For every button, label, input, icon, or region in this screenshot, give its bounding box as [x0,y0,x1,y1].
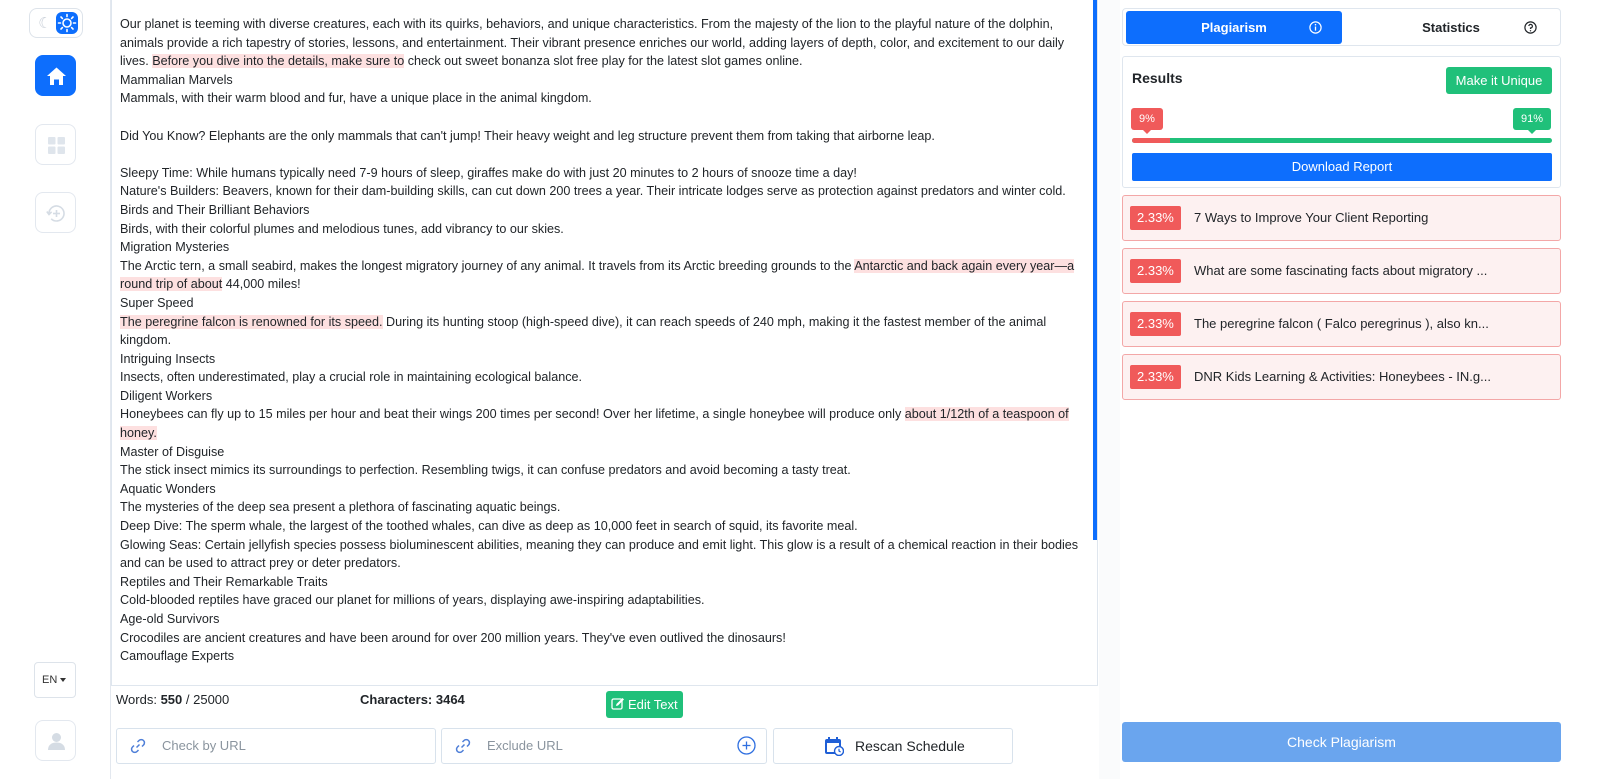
text-segment: Migration Mysteries [120,240,230,255]
sun-icon[interactable] [56,12,78,34]
source-percent-badge: 2.33% [1130,206,1181,230]
editor-paragraph [120,238,1085,257]
matched-text-highlight[interactable]: Antarctic and back again every year—a round trip of about [120,258,1075,292]
text-segment: Mammalian Marvels [120,72,233,87]
editor-paragraph [120,498,1085,517]
matched-text-highlight[interactable]: about 1/12th of a teaspoon of honey. [120,407,1069,441]
check-url-placeholder: Check by URL [162,738,246,753]
download-report-button[interactable]: Download Report [1132,153,1552,181]
empty-line [120,108,1085,127]
home-button[interactable] [35,55,76,96]
user-icon [36,721,77,762]
editor-paragraph [120,350,1085,369]
text-segment: Super Speed [120,295,194,310]
text-segment: Camouflage Experts [120,649,235,664]
source-item[interactable] [1122,195,1561,241]
text-segment: The stick insect mimics its surroundings to perfection. Resembling twigs, it can confuse predators and avoid becoming a tasty treat. [120,463,851,478]
editor-paragraph [120,164,1085,183]
source-item[interactable] [1122,354,1561,400]
exclude-url-placeholder: Exclude URL [487,738,563,753]
editor-paragraph [120,15,1085,71]
text-segment: Our planet is teeming with diverse creatures, each with its quirks, behaviors, and unique characteristics. From the majesty of the lion to the playful nature of the dolphin, animals provide a rich tapestry of stories, lessons, and entertainment. Their vibrant presence enriches our world, adding layers of depth, color, and excitement to our daily lives. [120,17,1065,69]
unique-percent-badge: 91% [1513,108,1551,130]
editor-paragraph [120,313,1085,350]
theme-toggle[interactable] [29,8,83,38]
home-icon [36,56,77,97]
plus-circle-icon[interactable] [736,735,757,756]
panel-divider [1099,0,1120,779]
text-segment: Insects, often underestimated, play a crucial role in maintaining ecological balance. [120,370,583,385]
link-icon [129,737,147,755]
check-url-field[interactable] [116,728,436,764]
dashboard-button[interactable] [35,124,76,165]
source-percent-badge: 2.33% [1130,312,1181,336]
make-unique-button[interactable]: Make it Unique [1446,67,1552,94]
empty-line [120,145,1085,164]
editor-paragraph [120,480,1085,499]
plagiarism-percent-badge: 9% [1131,108,1163,130]
result-tabs [1122,8,1561,46]
tab-statistics[interactable] [1345,11,1557,44]
text-segment: Age-old Survivors [120,612,220,626]
plagiarism-progress-bar [1132,138,1552,143]
calendar-icon [824,736,844,756]
source-item[interactable] [1122,301,1561,347]
words-count: 550 [160,692,183,707]
text-segment: Master of Disguise [120,444,225,459]
source-item[interactable] [1122,248,1561,294]
check-plagiarism-button[interactable]: Check Plagiarism [1122,722,1561,762]
editor-paragraph [120,629,1085,648]
caret-down-icon [60,678,66,682]
text-segment: Honeybees can fly up to 15 miles per hour and beat their wings 200 times per second! Over her lifetime, a single honeybee will produce only [120,407,905,422]
text-segment: Birds, with their colorful plumes and melodious tunes, add vibrancy to our skies. [120,221,564,236]
text-segment: Crocodiles are ancient creatures and have been around for over 200 million years. They've even outlived the dinosaurs! [120,630,786,645]
editor-paragraph [120,220,1085,239]
tab-statistics-label: Statistics [1422,20,1480,35]
text-segment: During its hunting stoop (high-speed dive), it can reach speeds of 240 mph, making it the fastest member of the animal kingdom. [120,314,1047,348]
matched-text-highlight[interactable]: Before you dive into the details, make sure to [152,54,405,69]
editor-paragraph [120,182,1085,201]
editor-paragraph [120,591,1085,610]
text-segment: Glowing Seas: Certain jellyfish species possess bioluminescent abilities, meaning they can produce and emit light. This glow is a result of a chemical reaction in their bodies and can be used to attract prey or deter predators. [120,537,1079,571]
text-segment: Reptiles and Their Remarkable Traits [120,574,328,589]
results-title: Results [1132,70,1183,86]
editor-scrollbar[interactable] [1093,0,1097,540]
help-icon[interactable] [1524,21,1537,34]
source-title: DNR Kids Learning & Activities: Honeybees - IN.g... [1194,369,1491,384]
text-segment: check out sweet bonanza slot free play for the latest slot games online. [404,54,803,69]
matched-text-highlight[interactable]: The peregrine falcon is renowned for its speed. [120,314,383,329]
text-segment: Sleepy Time: While humans typically need 7-9 hours of sleep, giraffes make do with just 20 minutes to 2 hours of snooze time a day! [120,165,857,180]
source-percent-badge: 2.33% [1130,259,1181,283]
text-editor[interactable] [111,0,1098,686]
character-count: Characters: 3464 [360,692,465,707]
text-segment: Diligent Workers [120,388,213,403]
source-title: The peregrine falcon ( Falco peregrinus ), also kn... [1194,316,1489,331]
text-segment: Nature's Builders: Beavers, known for their dam-building skills, can cut down 200 trees a year. Their intricate lodges serve as protection against predators and winter cold. [120,184,1066,199]
editor-paragraph [120,517,1085,536]
language-value: EN [42,674,58,686]
editor-paragraph [120,405,1085,442]
editor-paragraph [120,127,1085,146]
edit-text-label: Edit Text [628,697,678,712]
info-icon[interactable] [1309,21,1322,34]
editor-paragraph [120,387,1085,406]
tab-plagiarism[interactable] [1126,11,1342,44]
profile-button[interactable] [35,720,76,761]
grid-icon [36,125,77,166]
text-segment: 44,000 miles! [222,277,301,292]
text-segment: The Arctic tern, a small seabird, makes the longest migratory journey of any animal. It travels from its Arctic breeding grounds to the [120,258,855,273]
pencil-icon [611,697,625,711]
source-percent-badge: 2.33% [1130,365,1181,389]
editor-paragraph [120,610,1085,629]
editor-content[interactable] [120,15,1085,666]
language-select[interactable] [34,662,76,698]
exclude-url-field[interactable] [441,728,767,764]
results-card [1122,56,1561,188]
moon-icon[interactable]: ☾ [38,15,52,32]
rescan-schedule-button[interactable] [773,728,1013,764]
words-label: Words: [116,692,157,707]
left-rail [0,0,111,779]
editor-paragraph [120,461,1085,480]
editor-paragraph [120,201,1085,220]
editor-paragraph [120,647,1085,666]
editor-paragraph [120,536,1085,573]
source-title: 7 Ways to Improve Your Client Reporting [1194,210,1429,225]
text-segment: Cold-blooded reptiles have graced our planet for millions of years, displaying awe-inspiring adaptabilities. [120,593,705,608]
text-segment: The mysteries of the deep sea present a plethora of fascinating aquatic beings. [120,500,561,515]
editor-paragraph [120,257,1085,294]
editor-paragraph [120,89,1085,108]
editor-paragraph [120,573,1085,592]
history-icon [36,193,77,234]
editor-paragraph [120,443,1085,462]
source-list [1122,195,1561,407]
editor-paragraph [120,71,1085,90]
text-segment: Intriguing Insects [120,351,216,366]
text-segment: Mammals, with their warm blood and fur, have a unique place in the animal kingdom. [120,91,592,106]
text-segment: Birds and Their Brilliant Behaviors [120,202,310,217]
word-count [116,692,229,707]
plagiarism-progress-fill [1132,138,1170,143]
edit-text-button[interactable] [606,691,683,718]
editor-paragraph [120,368,1085,387]
editor-paragraph [120,294,1085,313]
tab-plagiarism-label: Plagiarism [1201,20,1267,35]
text-segment: Deep Dive: The sperm whale, the largest of the toothed whales, can dive as deep as 10,000 feet in search of squid, its favorite meal. [120,519,858,534]
words-limit: / 25000 [185,692,230,707]
text-segment: Aquatic Wonders [120,481,216,496]
source-title: What are some fascinating facts about migratory ... [1194,263,1488,278]
text-segment: Did You Know? Elephants are the only mammals that can't jump! Their heavy weight and leg structure prevent them from taking that airborne leap. [120,128,935,143]
history-button[interactable] [35,192,76,233]
link-icon [454,737,472,755]
rescan-label: Rescan Schedule [855,738,965,754]
